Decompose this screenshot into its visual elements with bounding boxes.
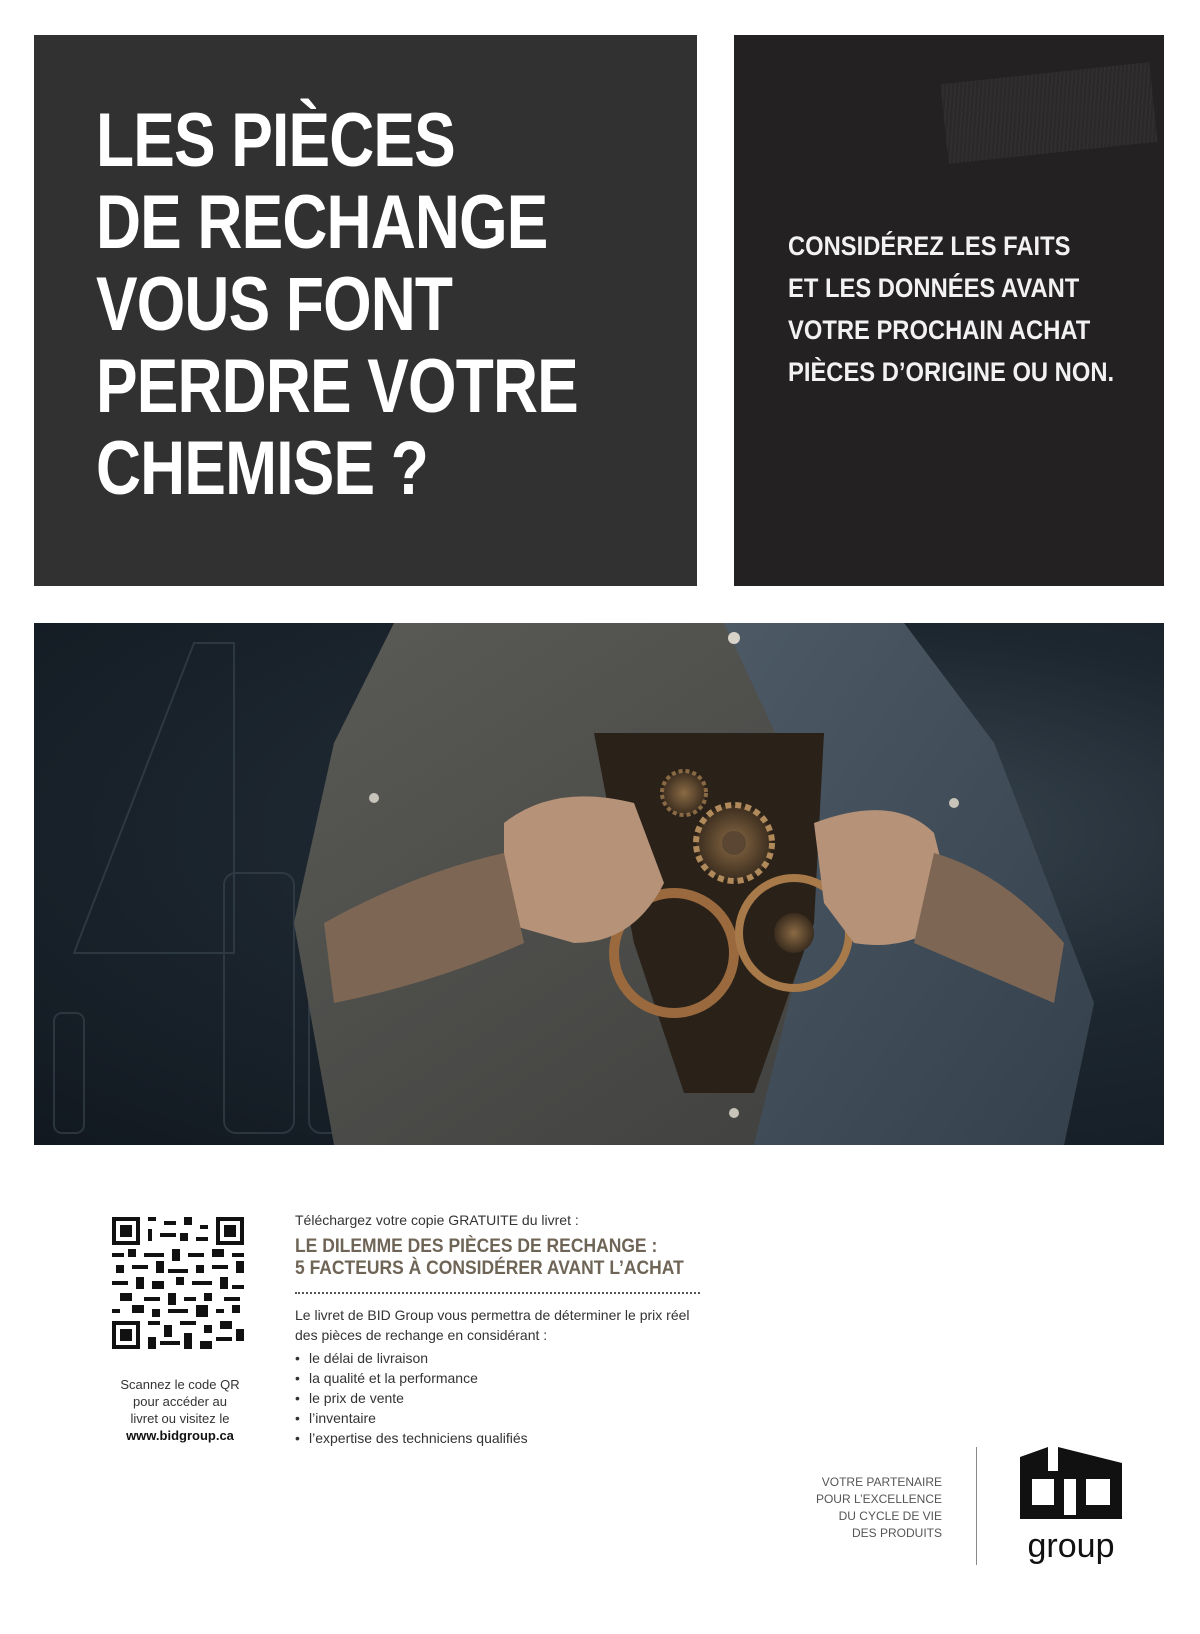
factor-item: • la qualité et la performance [295,1368,528,1388]
subhead-line: VOTRE PROCHAIN ACHAT [788,315,1091,345]
qr-caption-line: livret ou visitez le [130,1411,230,1426]
booklet-title-line: 5 FACTEURS À CONSIDÉRER AVANT L’ACHAT [295,1258,684,1279]
factor-item: • le délai de livraison [295,1348,528,1368]
vertical-divider [976,1447,977,1565]
dotted-divider [295,1292,700,1294]
tagline [780,1474,942,1542]
tagline-line: DU CYCLE DE VIE [838,1509,942,1523]
hero-photo [34,623,1164,1145]
website-link[interactable]: www.bidgroup.ca [126,1428,234,1443]
tagline-line: POUR L’EXCELLENCE [815,1492,942,1506]
qr-caption-line: Scannez le code QR [120,1377,240,1392]
booklet-title-line: LE DILEMME DES PIÈCES DE RECHANGE : [295,1236,658,1257]
qr-caption-line: pour accéder au [133,1394,227,1409]
subhead-line: CONSIDÉREZ LES FAITS [788,231,1071,261]
headline-line: CHEMISE ? [96,426,428,511]
factor-list [295,1348,528,1448]
qr-caption [96,1376,264,1444]
fabric-texture [940,62,1157,164]
booklet-title [295,1236,684,1280]
subhead-panel [734,35,1164,586]
headline-line: VOUS FONT [96,262,453,347]
tagline-line: VOTRE PARTENAIRE [821,1475,942,1489]
qr-code[interactable] [112,1217,244,1349]
headline-line: PERDRE VOTRE [96,344,578,429]
bid-group-logo [1018,1447,1124,1567]
headline-line: LES PIÈCES [96,98,455,183]
factor-item: • l’expertise des techniciens qualifiés [295,1428,528,1448]
logo-word: group [1027,1527,1115,1565]
headline [96,100,578,510]
subhead-line: ET LES DONNÉES AVANT [788,273,1080,303]
download-intro: Téléchargez votre copie GRATUITE du livret : [295,1212,579,1228]
subhead [788,225,1114,393]
booklet-description: Le livret de BID Group vous permettra de déterminer le prix réel des pièces de rechange en considérant : [295,1307,690,1343]
tagline-line: DES PRODUITS [851,1526,942,1540]
factor-item: • le prix de vente [295,1388,528,1408]
headline-line: DE RECHANGE [96,180,548,265]
factor-item: • l’inventaire [295,1408,528,1428]
man-opening-shirt-illustration [34,623,1164,1145]
subhead-line: PIÈCES D’ORIGINE OU NON. [788,357,1115,387]
